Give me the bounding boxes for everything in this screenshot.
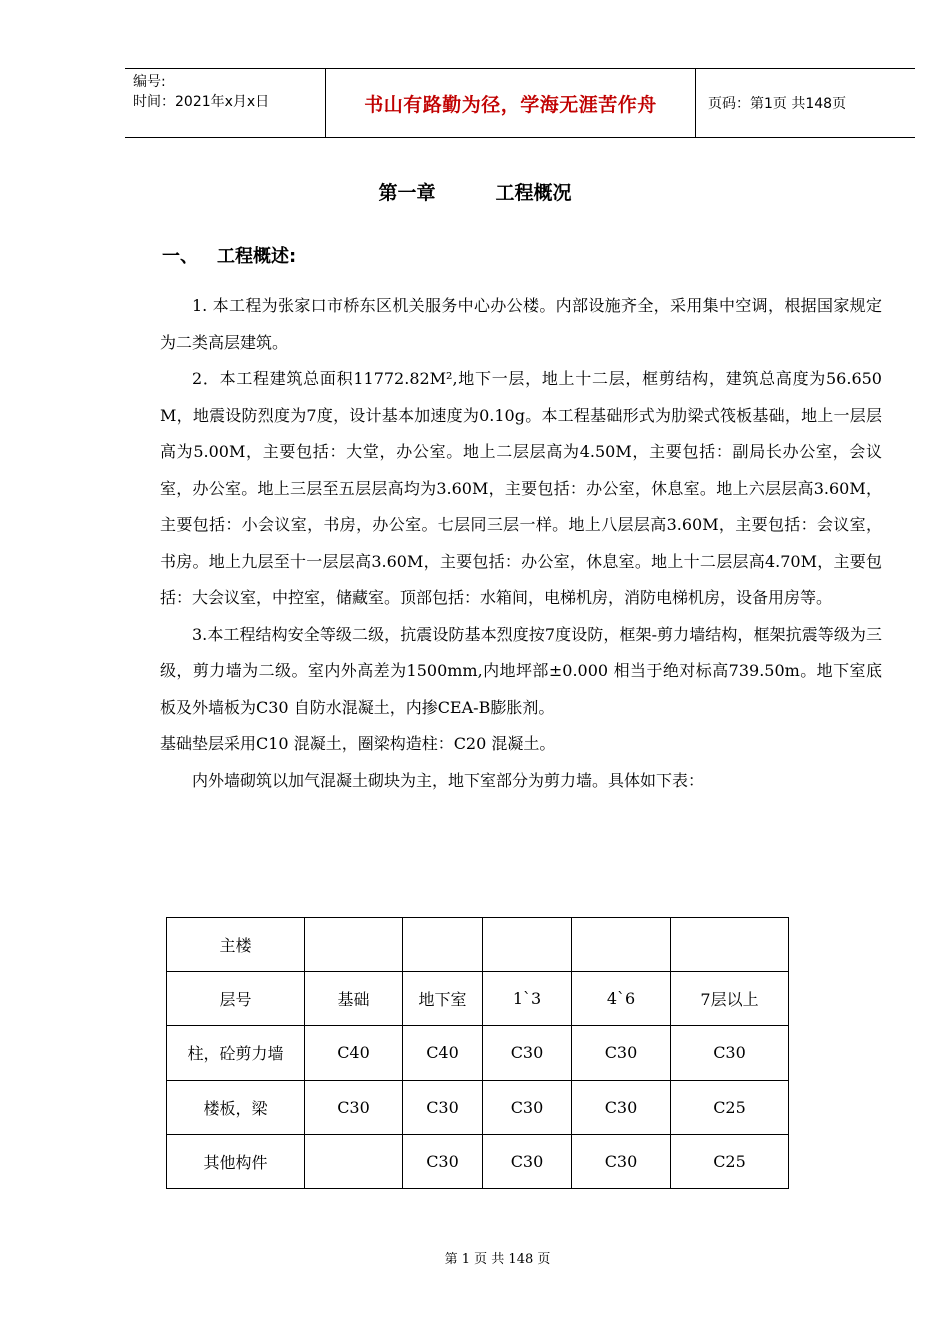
table-cell: C30 bbox=[572, 1134, 671, 1188]
paragraph-1: 1. 本工程为张家口市桥东区机关服务中心办公楼。内部设施齐全，采用集中空调，根据国家规定为二类高层建筑。 bbox=[160, 296, 882, 352]
table-cell: C30 bbox=[483, 1026, 572, 1080]
table-cell: C40 bbox=[403, 1026, 483, 1080]
section-heading bbox=[162, 242, 296, 268]
table-row bbox=[167, 972, 789, 1026]
body-text bbox=[160, 288, 882, 799]
header-meta bbox=[125, 69, 326, 137]
table-cell: 地下室 bbox=[403, 972, 483, 1026]
table-cell: C30 bbox=[483, 1134, 572, 1188]
table-cell: 层号 bbox=[167, 972, 305, 1026]
section-title: 工程概述: bbox=[217, 246, 297, 267]
table-row bbox=[167, 1134, 789, 1188]
paragraph-4: 基础垫层采用C10 混凝土，圈梁构造柱：C20 混凝土。 bbox=[160, 734, 556, 753]
table-cell: C30 bbox=[305, 1080, 403, 1134]
table-cell: 柱，砼剪力墙 bbox=[167, 1026, 305, 1080]
chapter-number: 第一章 bbox=[378, 182, 436, 204]
chapter-title: 工程概况 bbox=[495, 182, 572, 204]
table-cell: C30 bbox=[403, 1080, 483, 1134]
table-cell: 1`3 bbox=[483, 972, 572, 1026]
table-cell: C30 bbox=[403, 1134, 483, 1188]
table-row bbox=[167, 1080, 789, 1134]
table-cell bbox=[403, 918, 483, 972]
table-cell: 其他构件 bbox=[167, 1134, 305, 1188]
header-motto: 书山有路勤为径，学海无涯苦作舟 bbox=[326, 69, 696, 137]
table-cell: 主楼 bbox=[167, 918, 305, 972]
table-cell bbox=[671, 918, 789, 972]
table-row bbox=[167, 1026, 789, 1080]
table-cell: 4`6 bbox=[572, 972, 671, 1026]
table-cell: 7层以上 bbox=[671, 972, 789, 1026]
paragraph-5: 内外墙砌筑以加气混凝土砌块为主，地下室部分为剪力墙。具体如下表： bbox=[192, 770, 705, 790]
table-cell: C30 bbox=[572, 1026, 671, 1080]
paragraph-2: 2．本工程建筑总面积11772.82M²,地下一层，地上十二层，框剪结构，建筑总高度为56.650 M，地震设防烈度为7度，设计基本加速度为0.10g。本工程基础形式为肋梁式筏板基础，地上一层层高为5.00M，主要包括：大堂，办公室。地上二层层高为4.50M，主要包括：副局长办公室，会议室，办公室。地上三层至五层层高均为3.60M，主要包括：办公室，休息室。地上六层层高3.60M，主要包括：小会议室，书房，办公室。七层同三层一样。地上八层层高3.60M，主要包括：会议室，书房。地上九层至十一层层高3.60M，主要包括：办公室，休息室。地上十二层层高4.70M，主要包括：大会议室，中控室，储藏室。顶部包括：水箱间，电梯机房，消防电梯机房，设备用房等。 bbox=[160, 369, 882, 607]
time-label: 时间：2021年x月x日 bbox=[133, 94, 270, 110]
table-cell bbox=[483, 918, 572, 972]
table-cell: C30 bbox=[483, 1080, 572, 1134]
table-row bbox=[167, 918, 789, 972]
table-cell: C25 bbox=[671, 1080, 789, 1134]
document-header bbox=[125, 68, 915, 138]
table-cell: C30 bbox=[671, 1026, 789, 1080]
number-label: 编号: bbox=[133, 74, 166, 90]
header-page-info: 页码：第1页 共148页 bbox=[708, 96, 847, 112]
table-cell bbox=[305, 918, 403, 972]
page-footer: 第 1 页 共 148 页 bbox=[444, 1252, 551, 1267]
chapter-heading bbox=[0, 178, 950, 205]
table-cell: 楼板，梁 bbox=[167, 1080, 305, 1134]
table-cell: C40 bbox=[305, 1026, 403, 1080]
table-cell: C30 bbox=[572, 1080, 671, 1134]
table-cell bbox=[572, 918, 671, 972]
table-cell bbox=[305, 1134, 403, 1188]
concrete-grade-table bbox=[166, 917, 789, 1189]
section-number: 一、 bbox=[162, 246, 198, 267]
table-cell: 基础 bbox=[305, 972, 403, 1026]
table-cell: C25 bbox=[671, 1134, 789, 1188]
paragraph-3: 3.本工程结构安全等级二级，抗震设防基本烈度按7度设防，框架-剪力墙结构，框架抗震等级为三级，剪力墙为二级。室内外高差为1500mm,内地坪部±0.000 相当于绝对标高739.50m。地下室底板及外墙板为C30 自防水混凝土，内掺CEA-B膨胀剂。 bbox=[160, 624, 882, 717]
